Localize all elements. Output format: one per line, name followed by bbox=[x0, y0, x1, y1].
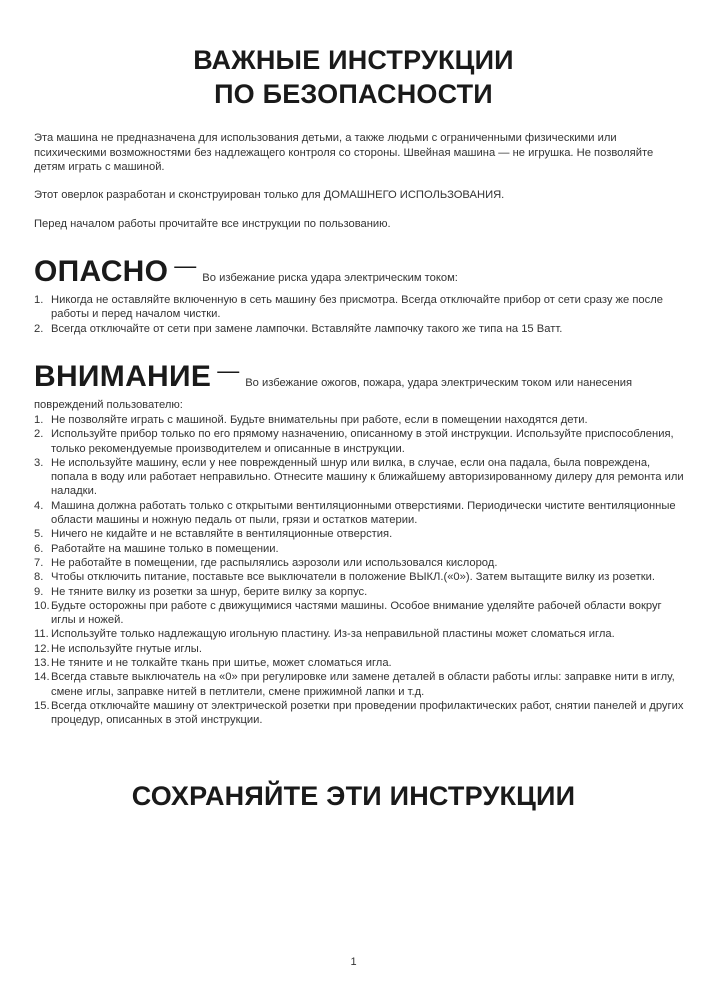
list-item bbox=[34, 599, 684, 628]
list-item bbox=[34, 456, 684, 499]
item-text: Чтобы отключить питание, поставьте все выключатели в положение ВЫКЛ.(«0»). Затем вытащите вилку из розетки. bbox=[51, 571, 656, 584]
list-item bbox=[34, 670, 684, 699]
item-text: Работайте на машине только в помещении. bbox=[51, 542, 279, 555]
item-text: Используйте только надлежащую игольную пластину. Из-за неправильной пластины может сломаться игла. bbox=[51, 628, 615, 641]
item-number: 15. bbox=[34, 699, 50, 712]
item-text: Машина должна работать только с открытыми вентиляционными отверстиями. Периодически чистите вентиляционные области машины и ножную педаль от пыли, грязи и остатков материи. bbox=[51, 499, 676, 527]
list-item bbox=[34, 585, 684, 599]
item-number: 7. bbox=[34, 556, 44, 569]
list-item bbox=[34, 627, 684, 641]
list-item bbox=[34, 570, 684, 584]
danger-dash: — bbox=[174, 253, 197, 278]
item-text: Не тяните и не толкайте ткань при шитье, может сломаться игла. bbox=[51, 657, 392, 670]
list-item bbox=[34, 527, 684, 541]
intro-paragraph-home-use: Этот оверлок разработан и сконструирован только для ДОМАШНЕГО ИСПОЛЬЗОВАНИЯ. bbox=[34, 189, 505, 201]
danger-heading-row bbox=[34, 255, 684, 289]
list-item bbox=[34, 427, 684, 456]
item-number: 3. bbox=[34, 456, 44, 469]
page-title-line-1: ВАЖНЫЕ ИНСТРУКЦИИ bbox=[193, 45, 514, 75]
save-instructions-title: СОХРАНЯЙТЕ ЭТИ ИНСТРУКЦИИ bbox=[131, 781, 576, 811]
item-number: 12. bbox=[34, 642, 50, 655]
intro-paragraph-children: Эта машина не предназначена для использования детьми, а также людьми с ограниченными физическими или психическими возможностями без надлежащего контроля со стороны. Швейная машина — не игрушка. Не позволяйте детям играть с машиной. bbox=[34, 132, 654, 173]
item-number: 10. bbox=[34, 599, 50, 612]
page-number: 1 bbox=[350, 956, 357, 968]
danger-heading: ОПАСНО bbox=[34, 255, 169, 288]
item-number: 5. bbox=[34, 528, 44, 541]
item-number: 4. bbox=[34, 499, 44, 512]
item-number: 2. bbox=[34, 322, 44, 335]
item-number: 1. bbox=[34, 414, 44, 426]
list-item bbox=[34, 293, 684, 322]
item-text: Всегда отключайте от сети при замене лампочки. Вставляйте лампочку такого же типа на 15 Ватт. bbox=[51, 322, 563, 335]
item-number: 9. bbox=[34, 585, 44, 598]
warning-intro: Во избежание ожогов, пожара, удара электрическим током или нанесения bbox=[245, 377, 633, 389]
list-item bbox=[34, 499, 684, 528]
item-text: Не работайте в помещении, где распылялись аэрозоли или использовался кислород. bbox=[51, 556, 498, 569]
page-title-line-2: ПО БЕЗОПАСНОСТИ bbox=[214, 79, 493, 109]
page-title bbox=[0, 43, 707, 111]
item-number: 8. bbox=[34, 571, 44, 584]
list-item bbox=[34, 413, 684, 427]
list-item bbox=[34, 642, 684, 656]
danger-intro: Во избежание риска удара электрическим током: bbox=[202, 272, 458, 284]
warning-heading-row bbox=[34, 360, 684, 394]
list-item bbox=[34, 322, 684, 336]
item-text: Не используйте машину, если у нее поврежденный шнур или вилка, в случае, если она падала, была повреждена, попала в воду или работает неправильно. Отнесите машину к ближайшему авторизированному дилеру для ремонта или наладки. bbox=[51, 456, 684, 498]
warning-dash: — bbox=[217, 358, 240, 383]
item-text: Не тяните вилку из розетки за шнур, берите вилку за корпус. bbox=[51, 585, 368, 598]
item-text: Никогда не оставляйте включенную в сеть машину без присмотра. Всегда отключайте прибор от сети сразу же после работы и перед началом чистки. bbox=[51, 294, 663, 321]
item-number: 11. bbox=[34, 628, 49, 641]
item-text: Ничего не кидайте и не вставляйте в вентиляционные отверстия. bbox=[51, 528, 393, 541]
item-text: Используйте прибор только по его прямому назначению, описанному в этой инструкции. Используйте приспособления, только рекомендуемые производителем и описанные в инструкции. bbox=[51, 428, 674, 455]
warning-intro-continued: повреждений пользователю: bbox=[34, 399, 183, 411]
item-text: Будьте осторожны при работе с движущимися частями машины. Особое внимание уделяйте рабочей области вокруг иглы и ножей. bbox=[51, 599, 662, 627]
item-number: 2. bbox=[34, 428, 44, 441]
danger-list bbox=[34, 293, 684, 336]
item-number: 13. bbox=[34, 657, 50, 670]
warning-list bbox=[34, 413, 684, 728]
warning-heading: ВНИМАНИЕ bbox=[34, 360, 212, 393]
item-text: Всегда ставьте выключатель на «0» при регулировке или замене деталей в области работы иглы: заправке нити в иглу, смене иглы, заправке нитей в петлители, смене прижимной лапки и т.д. bbox=[51, 671, 675, 698]
list-item bbox=[34, 542, 684, 556]
item-number: 6. bbox=[34, 542, 44, 555]
list-item bbox=[34, 556, 684, 570]
intro-paragraph-read-instructions: Перед началом работы прочитайте все инструкции по пользованию. bbox=[34, 218, 391, 230]
item-number: 14. bbox=[34, 671, 50, 684]
item-number: 1. bbox=[34, 294, 44, 306]
list-item bbox=[34, 699, 684, 728]
item-text: Всегда отключайте машину от электрической розетки при проведении профилактических работ, снятии панелей и других процедур, описанных в этой инструкции. bbox=[51, 699, 684, 727]
item-text: Не используйте гнутые иглы. bbox=[51, 642, 202, 655]
list-item bbox=[34, 656, 684, 670]
item-text: Не позволяйте играть с машиной. Будьте внимательны при работе, если в помещении находятся дети. bbox=[51, 414, 588, 426]
